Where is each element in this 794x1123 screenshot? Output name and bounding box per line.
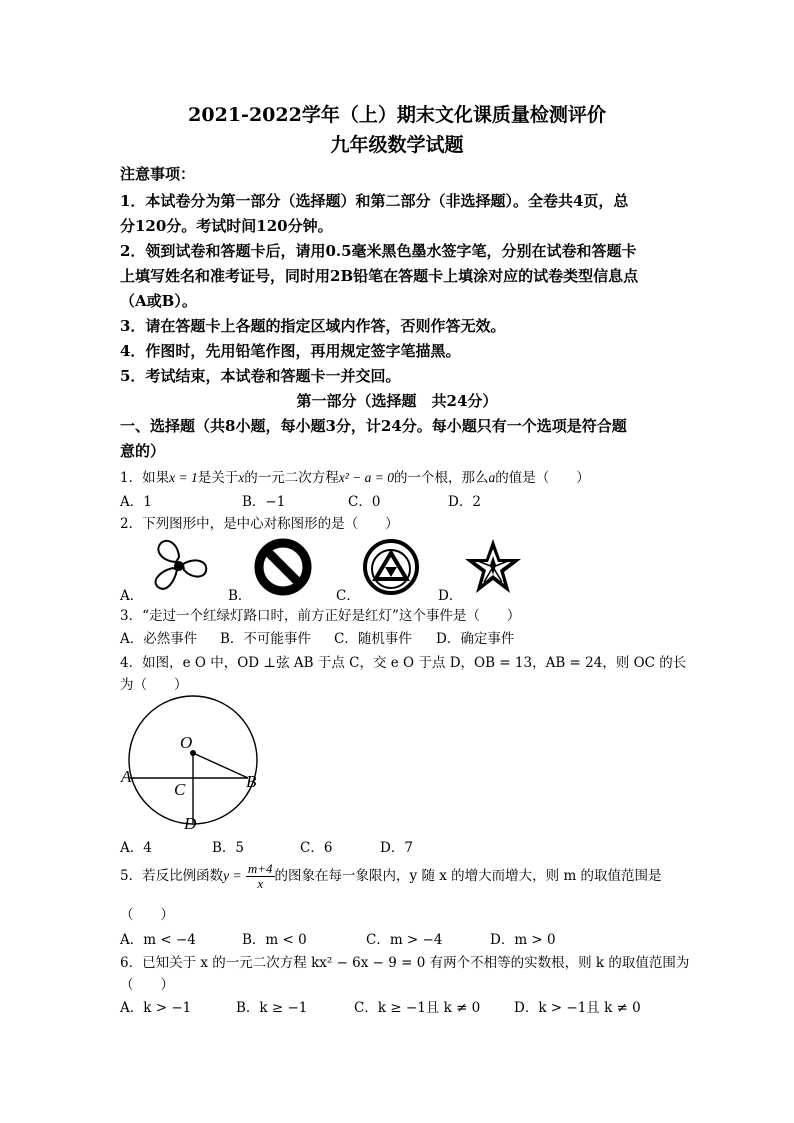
q5-fraction-numerator: m+4 [247, 861, 273, 876]
q5-post: 的图象在每一象限内，y 随 x 的增大而增大，则 m 的取值范围是 [274, 868, 662, 884]
section-heading-a: 一、选择题（共8小题，每小题3分，计24分。每小题只有一个选项是符合题 [120, 417, 627, 435]
question-6-line1: 6．已知关于 x 的一元二次方程 kx² − 6x − 9 = 0 有两个不相等的实数根，则 k 的取值范围为 [120, 955, 690, 971]
q3-option-b: B．不可能事件 [220, 631, 311, 647]
q1-mid-1: 是关于 [197, 470, 239, 486]
question-3: 3．“走过一个红绿灯路口时，前方正好是红灯”这个事件是（ ） [120, 608, 521, 624]
q5-fraction [246, 862, 275, 891]
q5-option-d: D．m > 0 [490, 932, 556, 948]
q6-option-d: D．k > −1且 k ≠ 0 [514, 1000, 641, 1016]
question-5-line2: （ ） [120, 907, 174, 923]
question-4-line2: 为（ ） [120, 677, 188, 693]
exam-title-line1: 2021-2022学年（上）期末文化课质量检测评价 [188, 104, 606, 126]
q1-mid-2: 的一元二次方程 [244, 470, 339, 486]
label-point-d: D [184, 814, 197, 833]
note-5: 5．考试结束，本试卷和答题卡一并交回。 [120, 367, 401, 385]
q6-option-a: A．k > −1 [120, 1000, 192, 1016]
notes-heading: 注意事项： [120, 165, 196, 183]
section-heading-b: 意的） [120, 442, 166, 460]
note-2c: （A或B）。 [120, 292, 197, 310]
q6-option-c: C．k ≥ −1且 k ≠ 0 [354, 1000, 481, 1016]
q1-option-a: A．1 [120, 494, 152, 510]
q1-math-1: x = 1 [169, 470, 198, 485]
q3-option-d: D．确定事件 [436, 631, 515, 647]
label-point-c: C [174, 780, 186, 799]
note-1b: 分120分。考试时间120分钟。 [120, 217, 333, 235]
question-6-line2: （ ） [120, 977, 174, 993]
circle-geometry-figure [118, 693, 288, 833]
q2-option-a: A． [120, 588, 144, 604]
note-2a: 2．领到试卷和答题卡后，请用0.5毫米黑色墨水签字笔，分别在试卷和答题卡 [120, 242, 637, 260]
q2-option-c: C． [336, 588, 360, 604]
exam-title-line2: 九年级数学试题 [330, 134, 464, 156]
q5-pre: 5．若反比例函数 [120, 868, 224, 884]
note-2b: 上填写姓名和准考证号，同时用2B铅笔在答题卡上填涂对应的试卷类型信息点 [120, 267, 639, 285]
q1-mid-3: 的一个根，那么 [393, 470, 489, 486]
q1-option-b: B．−1 [242, 494, 286, 510]
q4-option-a: A．4 [120, 840, 152, 856]
label-point-a: A [121, 767, 132, 786]
question-1 [120, 466, 590, 486]
q1-math-3: x² − a = 0 [338, 470, 394, 485]
q1-math-4: a [488, 470, 496, 485]
question-4-line1: 4．如图，e O 中，OD ⊥弦 AB 于点 C，交 e O 于点 D，OB = 13，AB = 24，则 OC 的长 [120, 655, 687, 671]
q6-option-b: B．k ≥ −1 [236, 1000, 308, 1016]
q4-option-c: C．6 [300, 840, 333, 856]
q4-option-b: B．5 [212, 840, 245, 856]
note-3: 3．请在答题卡上各题的指定区域内作答，否则作答无效。 [120, 317, 506, 335]
fan-figure-icon [146, 535, 212, 597]
no-sign-figure-icon [252, 536, 314, 598]
label-point-o: O [180, 733, 193, 752]
q3-option-c: C．随机事件 [334, 631, 412, 647]
q5-option-a: A．m < −4 [120, 932, 196, 948]
note-4: 4．作图时，先用铅笔作图，再用规定签字笔描黑。 [120, 342, 461, 360]
q5-y: y = [223, 868, 242, 883]
q1-option-d: D．2 [448, 494, 481, 510]
q1-pre: 1．如果 [120, 470, 170, 486]
q5-fraction-denominator: x [257, 876, 264, 891]
q1-option-c: C．0 [348, 494, 381, 510]
q1-math-2: x [238, 470, 245, 485]
triangle-circle-figure-icon [360, 536, 422, 598]
label-point-b: B [246, 772, 257, 791]
q5-option-b: B．m < 0 [242, 932, 307, 948]
question-2: 2．下列图形中，是中心对称图形的是（ ） [120, 516, 399, 532]
q2-option-d: D． [438, 588, 463, 604]
q2-option-b: B． [228, 588, 252, 604]
note-1a: 1．本试卷分为第一部分（选择题）和第二部分（非选择题）。全卷共4页，总 [120, 192, 629, 210]
star-figure-icon [462, 536, 524, 598]
q1-post: 的值是（ ） [495, 470, 590, 486]
q4-option-d: D．7 [380, 840, 413, 856]
q5-option-c: C．m > −4 [366, 932, 443, 948]
part1-heading: 第一部分（选择题 共24分） [296, 392, 498, 410]
q3-option-a: A．必然事件 [120, 631, 198, 647]
question-5-line1 [120, 861, 662, 891]
